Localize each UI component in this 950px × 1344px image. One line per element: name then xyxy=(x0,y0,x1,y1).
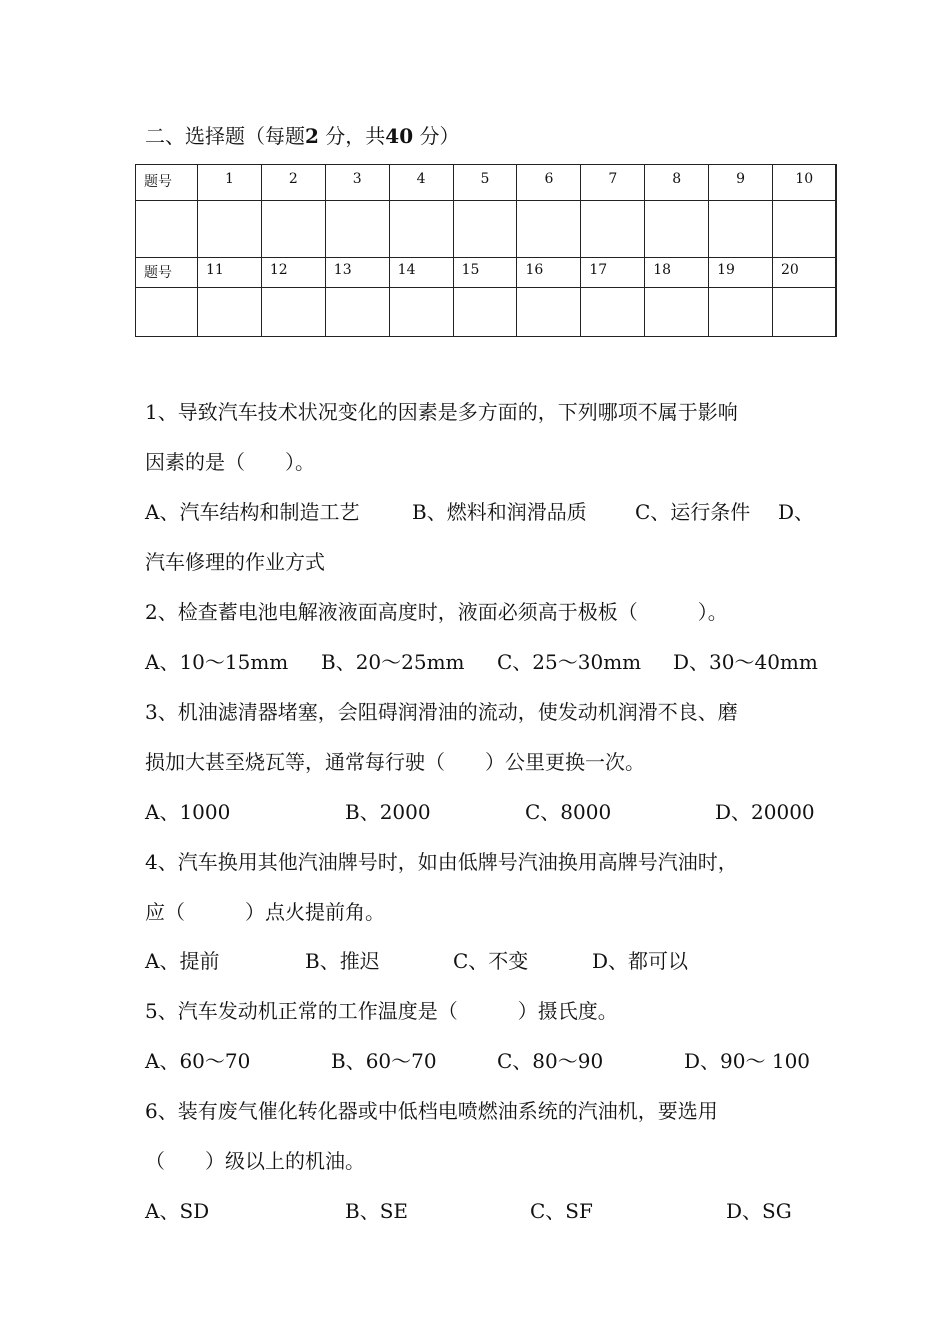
answer-cell[interactable] xyxy=(709,288,773,337)
points-total: 40 xyxy=(385,124,414,148)
answer-cell[interactable] xyxy=(517,201,581,258)
question-number-cell: 6 xyxy=(517,165,581,201)
question-4-option-b: B、推迟 xyxy=(305,949,380,973)
question-6-option-a: A、SD xyxy=(145,1199,210,1223)
answer-cell[interactable] xyxy=(453,288,517,337)
answer-cell[interactable] xyxy=(389,201,453,258)
question-3-stem-line-1: 3、机油滤清器堵塞，会阻碍润滑油的流动，使发动机润滑不良、磨 xyxy=(145,700,738,724)
question-number-cell: 5 xyxy=(453,165,517,201)
question-2-option-b: B、20～25mm xyxy=(321,650,465,674)
question-3-option-a: A、1000 xyxy=(145,800,231,824)
question-number-cell: 13 xyxy=(325,258,389,288)
question-2-option-d: D、30～40mm xyxy=(673,650,818,674)
answer-table-header-row xyxy=(136,165,837,201)
answer-cell[interactable] xyxy=(517,288,581,337)
question-number-cell: 4 xyxy=(389,165,453,201)
heading-prefix: 二、选择题（每题 xyxy=(145,124,305,148)
question-number-cell: 1 xyxy=(198,165,262,201)
question-number-cell: 15 xyxy=(453,258,517,288)
question-1-option-d: D、 xyxy=(778,500,815,524)
question-4-option-a: A、提前 xyxy=(145,949,220,973)
question-3-option-d: D、20000 xyxy=(715,800,815,824)
heading-mid: 分，共 xyxy=(325,124,386,148)
question-number-cell: 14 xyxy=(389,258,453,288)
question-number-cell: 19 xyxy=(709,258,773,288)
question-1-stem-line-1: 1、导致汽车技术状况变化的因素是多方面的，下列哪项不属于影响 xyxy=(145,400,738,424)
answer-cell[interactable] xyxy=(581,288,645,337)
answer-cell[interactable] xyxy=(136,288,198,337)
answer-cell[interactable] xyxy=(389,288,453,337)
question-2-option-a: A、10～15mm xyxy=(145,650,289,674)
heading-suffix: 分） xyxy=(419,124,460,148)
question-2-stem-line-1: 2、检查蓄电池电解液液面高度时，液面必须高于极板（ ）。 xyxy=(145,600,728,624)
answer-cell[interactable] xyxy=(198,201,262,258)
row-label: 题号 xyxy=(136,258,198,288)
answer-cell[interactable] xyxy=(645,201,709,258)
answer-cell[interactable] xyxy=(773,201,837,258)
answer-cell[interactable] xyxy=(773,288,837,337)
answer-cell[interactable] xyxy=(325,201,389,258)
question-number-cell: 8 xyxy=(645,165,709,201)
question-number-cell: 18 xyxy=(645,258,709,288)
answer-cell[interactable] xyxy=(709,201,773,258)
answer-table-header-row xyxy=(136,258,837,288)
question-4-stem-line-1: 4、汽车换用其他汽油牌号时，如由低牌号汽油换用高牌号汽油时， xyxy=(145,850,738,874)
question-3-option-c: C、8000 xyxy=(525,800,612,824)
question-number-cell: 9 xyxy=(709,165,773,201)
question-number-cell: 2 xyxy=(261,165,325,201)
question-5-stem-line-1: 5、汽车发动机正常的工作温度是（ ）摄氏度。 xyxy=(145,999,618,1023)
answer-cell[interactable] xyxy=(136,201,198,258)
question-3-option-b: B、2000 xyxy=(345,800,431,824)
question-1-option-d-text: 汽车修理的作业方式 xyxy=(145,550,325,574)
question-4-option-d: D、都可以 xyxy=(592,949,689,973)
question-number-cell: 20 xyxy=(773,258,837,288)
question-number-cell: 3 xyxy=(325,165,389,201)
question-5-option-b: B、60～70 xyxy=(331,1049,437,1073)
question-number-cell: 12 xyxy=(261,258,325,288)
question-1-option-a: A、汽车结构和制造工艺 xyxy=(145,500,360,524)
question-number-cell: 16 xyxy=(517,258,581,288)
answer-cell[interactable] xyxy=(198,288,262,337)
question-number-cell: 17 xyxy=(581,258,645,288)
question-6-stem-line-1: 6、装有废气催化转化器或中低档电喷燃油系统的汽油机，要选用 xyxy=(145,1099,718,1123)
question-2-option-c: C、25～30mm xyxy=(497,650,642,674)
row-label: 题号 xyxy=(136,165,198,201)
question-number-cell: 11 xyxy=(198,258,262,288)
answer-row xyxy=(136,288,837,337)
section-heading xyxy=(145,120,459,149)
question-6-stem-line-2: （ ）级以上的机油。 xyxy=(145,1149,365,1173)
question-1-option-c: C、运行条件 xyxy=(635,500,751,524)
question-4-option-c: C、不变 xyxy=(453,949,529,973)
question-5-option-c: C、80～90 xyxy=(497,1049,604,1073)
answer-table xyxy=(135,164,837,337)
answer-cell[interactable] xyxy=(261,201,325,258)
answer-cell[interactable] xyxy=(261,288,325,337)
answer-cell[interactable] xyxy=(325,288,389,337)
question-1-stem-line-2: 因素的是（ ）。 xyxy=(145,450,315,474)
question-number-cell: 7 xyxy=(581,165,645,201)
answer-cell[interactable] xyxy=(453,201,517,258)
points-each: 2 xyxy=(305,124,319,148)
question-3-stem-line-2: 损加大甚至烧瓦等，通常每行驶（ ）公里更换一次。 xyxy=(145,750,645,774)
answer-cell[interactable] xyxy=(581,201,645,258)
question-6-option-c: C、SF xyxy=(530,1199,593,1223)
question-number-cell: 10 xyxy=(773,165,837,201)
answer-row xyxy=(136,201,837,258)
question-4-stem-line-2: 应（ ）点火提前角。 xyxy=(145,900,385,924)
question-5-option-d: D、90～ 100 xyxy=(684,1049,811,1073)
answer-cell[interactable] xyxy=(645,288,709,337)
question-6-option-d: D、SG xyxy=(726,1199,792,1223)
question-5-option-a: A、60～70 xyxy=(145,1049,251,1073)
question-1-option-b: B、燃料和润滑品质 xyxy=(412,500,587,524)
question-6-option-b: B、SE xyxy=(345,1199,408,1223)
